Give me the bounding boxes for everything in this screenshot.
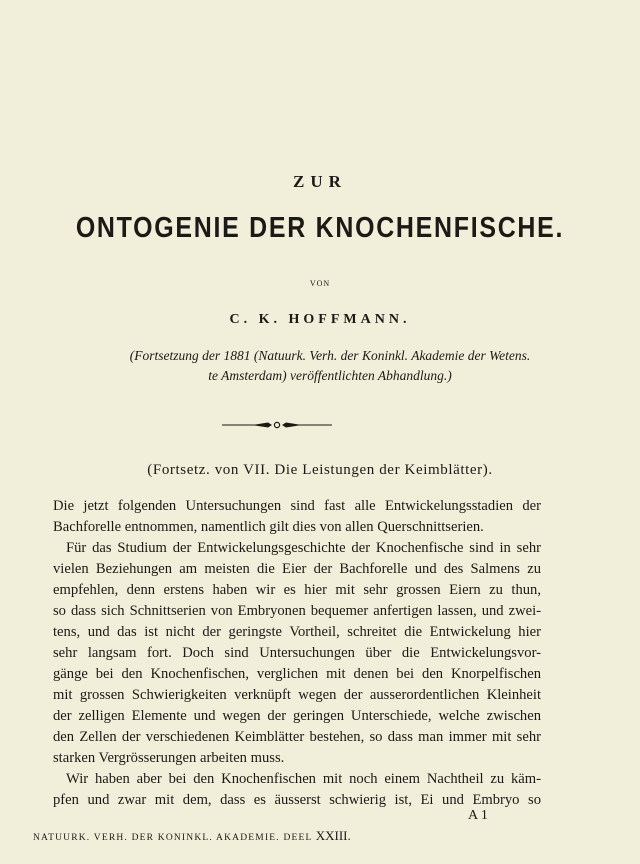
paragraph-line: Wir haben aber bei den Knochenfischen mit noch einem Nachtheil zu käm- xyxy=(66,771,541,787)
ornament-divider-icon xyxy=(222,419,332,431)
paragraph-line: gänge bei den Knochenfischen, verglichen mit denen bei den Knorpelfischen xyxy=(53,666,541,682)
paragraph-line: Die jetzt folgenden Untersuchungen sind fast alle Entwickelungsstadien der xyxy=(53,498,541,514)
page-footer xyxy=(33,828,553,844)
paragraph-line: starken Vergrösserungen arbeiten muss. xyxy=(53,750,285,766)
footer-journal: NATUURK. VERH. DER KONINKL. AKADEMIE. DEEL xyxy=(33,833,316,843)
paragraph-line: der zelligen Elemente und wegen der geringen Unterschiede, welche zwischen xyxy=(53,708,541,724)
publication-note-line-2: te Amsterdam) veröffentlichten Abhandlung.) xyxy=(208,368,452,383)
title-prefix: ZUR xyxy=(293,172,347,191)
by-label: VON xyxy=(309,279,331,288)
section-heading: (Fortsetz. von VII. Die Leistungen der Keimblätter). xyxy=(147,462,493,478)
paragraph-line: empfehlen, denn erstens haben wir es hier mit sehr grossen Eiern zu thun, xyxy=(53,582,541,598)
signature-mark: A 1 xyxy=(468,808,488,823)
paragraph-line: vielen Beziehungen am meisten die Eier der Bachforelle und des Salmens zu xyxy=(53,561,541,577)
paragraph-line: Bachforelle entnommen, namentlich gilt dies von allen Querschnittserien. xyxy=(53,519,484,535)
footer-volume: XXIII. xyxy=(315,828,351,843)
paragraph-line: mit grossen Schwierigkeiten verknüpft wegen der ausserordentlichen Kleinheit xyxy=(53,687,541,703)
paragraph-line: den Zellen der verschiedenen Keimblätter bestehen, so dass man immer mit sehr xyxy=(53,729,541,745)
paragraph-line: so dass sich Schnittserien von Embryonen bequemer anfertigen lassen, und zwei- xyxy=(53,603,541,619)
paragraph-line: pfen und zwar mit dem, dass es äusserst schwierig ist, Ei und Embryo so xyxy=(53,792,541,808)
paragraph-line: sehr langsam fort. Doch sind Untersuchungen über die Entwickelungsvor- xyxy=(53,645,541,661)
paragraph-line: Für das Studium der Entwickelungsgeschichte der Knochenfische sind in sehr xyxy=(66,540,541,556)
paragraph-line: tens, und das ist nicht der geringste Vortheil, schreitet die Entwickelung hier xyxy=(53,624,541,640)
page-title: ONTOGENIE DER KNOCHENFISCHE. xyxy=(75,212,565,244)
publication-note-line-1: (Fortsetzung der 1881 (Natuurk. Verh. der Koninkl. Akademie der Wetens. xyxy=(129,348,531,363)
author-name: C. K. HOFFMANN. xyxy=(229,312,411,327)
